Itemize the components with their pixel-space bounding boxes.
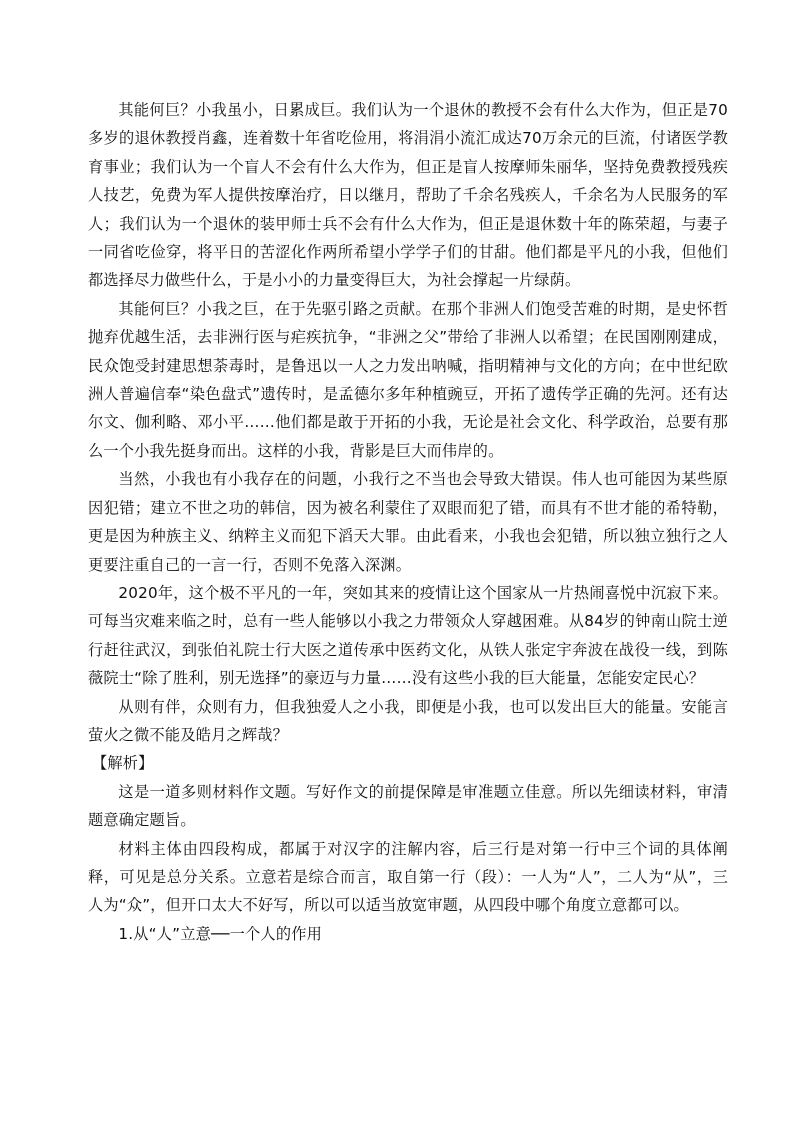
body-paragraph: 当然，小我也有小我存在的问题，小我行之不当也会导致大错误。伟人也可能因为某些原因犯错；建立不世之功的韩信，因为被名利蒙住了双眼而犯了错，而具有不世才能的希特勒，更是因为种族主义、纳粹主义而犯下滔天大罪。由此看来，小我也会犯错，所以独立独行之人更要注重自己的一言一行，否则不免落入深渊。 <box>88 470 728 574</box>
body-paragraph: 从则有伴，众则有力，但我独爱人之小我，即便是小我，也可以发出巨大的能量。安能言萤火之微不能及皓月之辉哉？ <box>88 697 728 744</box>
body-paragraph: 2020年，这个极不平凡的一年，突如其来的疫情让这个国家从一片热闹喜悦中沉寂下来。可每当灾难来临之时，总有一些人能够以小我之力带领众人穿越困难。从84岁的钟南山院士逆行赶往武汉，到张伯礼院士行大医之道传承中医药文化，从铁人张定宇奔波在战役一线，到陈薇院士“除了胜利，别无选择”的豪迈与力量……没有这些小我的巨大能量，怎能安定民心？ <box>88 583 728 688</box>
body-paragraph: 其能何巨？小我之巨，在于先驱引路之贡献。在那个非洲人们饱受苦难的时期，是史怀哲抛弃优越生活，去非洲行医与疟疾抗争，“非洲之父”带给了非洲人以希望；在民国刚刚建成，民众饱受封建思想荼毒时，是鲁迅以一人之力发出呐喊，指明精神与文化的方向；在中世纪欧洲人普遍信奉“染色盘式”遗传时，是孟德尔多年种植豌豆，开拓了遗传学正确的先河。还有达尔文、伽利略、邓小平……他们都是敢于开拓的小我，无论是社会文化、科学政治，总要有那么一个小我先挺身而出。这样的小我，背影是巨大而伟岸的。 <box>88 299 728 460</box>
analysis-paragraph: 材料主体由四段构成，都属于对汉字的注解内容，后三行是对第一行中三个词的具体阐释，可见是总分关系。立意若是综合而言，取自第一行（段）：一人为“人”，二人为“从”，三人为“众”，但开口太大不好写，所以可以适当放宽审题，从四段中哪个角度立意都可以。 <box>88 839 728 915</box>
analysis-heading: 【解析】 <box>92 754 154 773</box>
body-paragraph: 其能何巨？小我虽小，日累成巨。我们认为一个退休的教授不会有什么大作为，但正是70多岁的退休教授肖鑫，连着数十年省吃俭用，将涓涓小流汇成达70万余元的巨流，付诸医学教育事业；我们认为一个盲人不会有什么大作为，但正是盲人按摩师朱丽华，坚持免费教授残疾人技艺，免费为军人提供按摩治疗，日以继月，帮助了千余名残疾人，千余名为人民服务的军人；我们认为一个退休的装甲师士兵不会有什么大作为，但正是退休数十年的陈荣超，与妻子一同省吃俭穿，将平日的苦涩化作两所希望小学学子们的甘甜。他们都是平凡的小我，但他们都选择尽力做些什么，于是小小的力量变得巨大，为社会撑起一片绿荫。 <box>88 101 728 290</box>
section-subheading: 1.从“人”立意──一个人的作用 <box>118 924 322 943</box>
analysis-paragraph: 这是一道多则材料作文题。写好作文的前提保障是审准题立佳意。所以先细读材料，审清题意确定题旨。 <box>88 782 728 830</box>
document-body <box>88 96 728 948</box>
